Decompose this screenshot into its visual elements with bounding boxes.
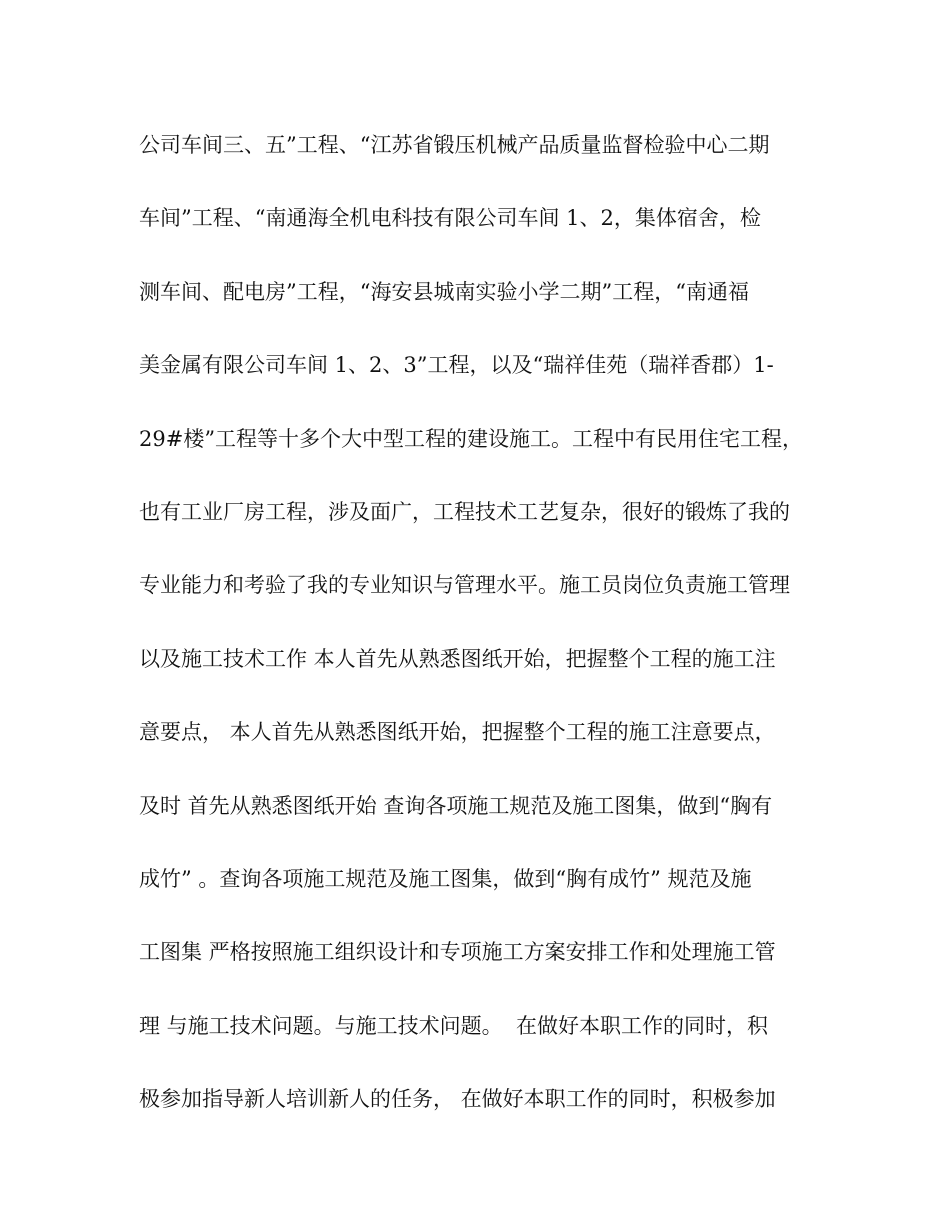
text-line: 公司车间三、五”工程、“江苏省锻压机械产品质量监督检验中心二期 [139,133,770,157]
text-line: 极参加指导新人培训新人的任务， 在做好本职工作的同时，积极参加 [139,1087,776,1112]
text-line: 29#楼”工程等十多个大中型工程的建设施工。工程中有民用住宅工程， [139,426,804,451]
text-line: 测车间、配电房”工程，“海安县城南实验小学二期”工程，“南通福 [139,279,749,304]
text-line: 美金属有限公司车间 1、2、3”工程，以及“瑞祥佳苑（瑞祥香郡）1- [139,353,774,378]
text-line: 成竹” 。查询各项施工规范及施工图集，做到“胸有成竹” 规范及施 [139,866,752,891]
text-line: 意要点， 本人首先从熟悉图纸开始，把握整个工程的施工注意要点， [139,720,776,745]
text-line: 专业能力和考验了我的专业知识与管理水平。施工员岗位负责施工管理 [139,573,790,598]
text-line: 理 与施工技术问题。与施工技术问题。 在做好本职工作的同时，积 [139,1013,769,1038]
text-line: 工图集 严格按照施工组织设计和专项施工方案安排工作和处理施工管 [139,940,776,965]
body-text [139,124,829,1151]
text-line: 以及施工技术工作 本人首先从熟悉图纸开始，把握整个工程的施工注 [139,646,776,671]
text-line: 及时 首先从熟悉图纸开始 查询各项施工规范及施工图集，做到“胸有 [139,793,773,818]
text-line: 车间”工程、“南通海全机电科技有限公司车间 1、2，集体宿舍，检 [139,206,761,231]
text-line: 也有工业厂房工程，涉及面广，工程技术工艺复杂，很好的锻炼了我的 [139,499,790,524]
